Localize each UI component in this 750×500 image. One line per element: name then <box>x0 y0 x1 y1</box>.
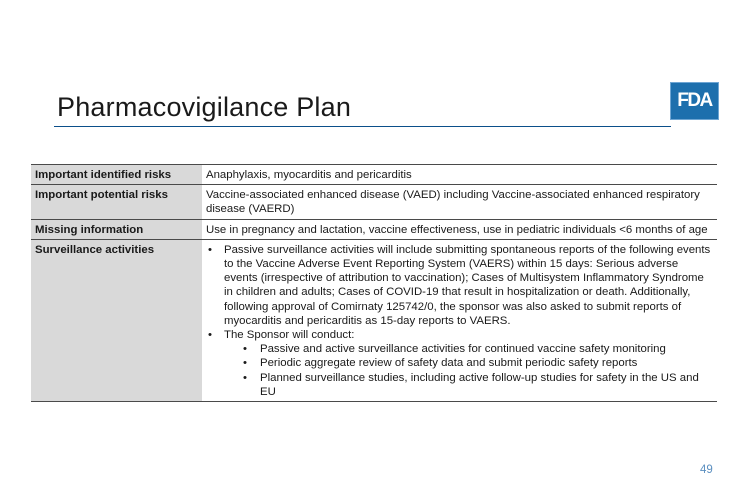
fda-logo <box>670 82 719 120</box>
sub-list-item-text: Passive and active surveillance activities for continued vaccine safety monitoring <box>260 343 666 356</box>
row-value: Use in pregnancy and lactation, vaccine effectiveness, use in pediatric individuals <6 months of age <box>202 219 717 239</box>
list-item <box>206 243 713 328</box>
bullet-icon: • <box>243 357 247 370</box>
slide-title: Pharmacovigilance Plan <box>57 92 352 122</box>
bullet-icon: • <box>243 343 247 356</box>
table-row <box>31 165 717 185</box>
surveillance-list <box>206 243 713 399</box>
fda-logo-text: FDA <box>677 90 712 111</box>
row-value: Anaphylaxis, myocarditis and pericarditis <box>202 165 717 185</box>
table-row <box>31 239 717 401</box>
list-item-text: The Sponsor will conduct: <box>224 329 355 342</box>
row-label: Important identified risks <box>31 165 202 185</box>
row-value: Vaccine-associated enhanced disease (VAED) including Vaccine-associated enhanced respiratory disease (VAERD) <box>202 185 717 219</box>
row-value <box>202 239 717 401</box>
pharmacovigilance-table <box>31 164 717 402</box>
sub-list-item-text: Planned surveillance studies, including active follow-up studies for safety in the US and EU <box>260 371 699 398</box>
sub-list <box>224 342 713 399</box>
table-row <box>31 219 717 239</box>
row-label: Missing information <box>31 219 202 239</box>
sub-list-item <box>224 356 713 370</box>
sub-list-item <box>224 371 713 399</box>
sub-list-item <box>224 342 713 356</box>
title-underline <box>54 126 671 127</box>
list-item-text: Passive surveillance activities will include submitting spontaneous reports of the following events to the Vaccine Adverse Event Reporting System (VAERS) within 15 days: Serious adverse events (irrespective of attribution to vaccination); Cases of Multisystem Inflammatory Syndrome in children and adults; Cases of COVID-19 that result in hospitalization or death. Additionally, following approval of Comirnaty 125742/0, the sponsor was also asked to submit reports of myocarditis and pericarditis as 15-day reports to VAERS. <box>224 243 711 327</box>
sub-list-item-text: Periodic aggregate review of safety data and submit periodic safety reports <box>260 357 638 370</box>
row-label: Important potential risks <box>31 185 202 219</box>
bullet-icon: • <box>208 329 212 342</box>
table-row <box>31 185 717 219</box>
bullet-icon: • <box>208 243 212 256</box>
row-label: Surveillance activities <box>31 239 202 401</box>
page-number: 49 <box>700 464 713 476</box>
bullet-icon: • <box>243 371 247 384</box>
list-item <box>206 328 713 399</box>
